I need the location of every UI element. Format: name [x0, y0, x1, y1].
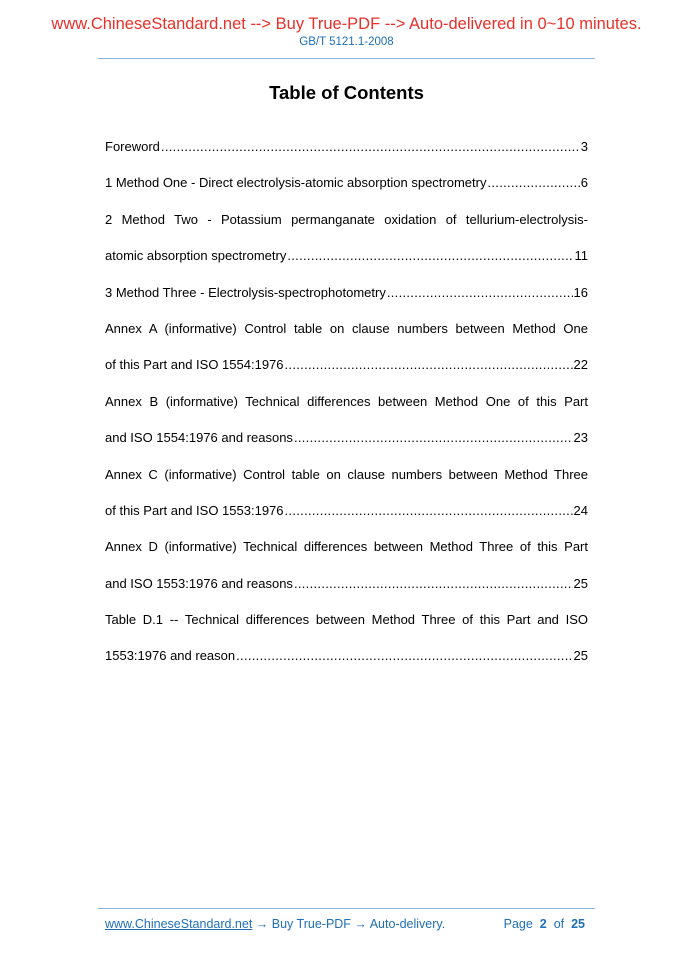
- header-divider: [98, 58, 595, 59]
- toc-entry-annex-d-line2[interactable]: [105, 574, 588, 610]
- toc-leader-dots: [285, 355, 573, 375]
- toc-entry-text: Foreword: [105, 139, 160, 154]
- toc-entry-text: 1553:1976 and reason: [105, 648, 236, 664]
- toc-page-number: 23: [573, 430, 588, 446]
- footer-page-indicator: [504, 916, 585, 932]
- toc-leader-dots: [236, 646, 572, 666]
- toc-leader-dots: [287, 246, 573, 266]
- toc-entry-text: Annex D (informative) Technical differences between Method Three of this Part: [105, 539, 588, 555]
- toc-entry-text: Table D.1 -- Technical differences between Method Three of this Part and ISO: [105, 612, 588, 628]
- page-title: Table of Contents: [269, 82, 424, 103]
- toc-entry-text: 3 Method Three - Electrolysis-spectrophotometry: [105, 284, 386, 300]
- toc-page-number: 16: [573, 284, 588, 300]
- toc-entry-text: 2 Method Two - Potassium permanganate oxidation of tellurium-electrolysis-: [105, 211, 588, 227]
- toc-entry-method-two-line2[interactable]: [105, 246, 588, 282]
- toc-entry-text: and ISO 1554:1976 and reasons: [105, 430, 293, 446]
- toc-page-number: 24: [573, 502, 588, 518]
- toc-leader-dots: [487, 173, 579, 193]
- toc-entry-table-d1-line2[interactable]: [105, 646, 588, 682]
- toc-entry-method-one[interactable]: [105, 173, 588, 209]
- footer-tagline: → Buy True-PDF → Auto-delivery.: [252, 917, 446, 931]
- toc-page-number: 22: [573, 357, 588, 373]
- toc-leader-dots: [161, 137, 580, 157]
- toc-page-number: 3: [580, 139, 588, 154]
- toc-entry-text: Annex A (informative) Control table on clause numbers between Method One: [105, 320, 588, 336]
- toc-entry-annex-a-line2[interactable]: [105, 355, 588, 391]
- toc-entry-text: and ISO 1553:1976 and reasons: [105, 575, 293, 591]
- toc-entry-foreword[interactable]: [105, 137, 588, 173]
- toc-entry-text: atomic absorption spectrometry: [105, 248, 287, 264]
- toc-entry-annex-d-line1[interactable]: [105, 537, 588, 573]
- toc-entry-annex-b-line2[interactable]: [105, 428, 588, 464]
- page-label: Page: [503, 917, 533, 931]
- toc-page-number: 25: [573, 648, 588, 664]
- page-total: 25: [571, 917, 585, 931]
- toc-entry-annex-c-line2[interactable]: [105, 501, 588, 537]
- toc-leader-dots: [294, 428, 573, 448]
- toc-entry-text: Annex C (informative) Control table on clause numbers between Method Three: [105, 466, 588, 482]
- toc-entry-method-two-line1[interactable]: [105, 210, 588, 246]
- toc-leader-dots: [294, 574, 573, 594]
- toc-entry-text: Annex B (informative) Technical differences between Method One of this Part: [105, 393, 588, 409]
- toc-leader-dots: [387, 283, 573, 303]
- toc-entry-text: 1 Method One - Direct electrolysis-atomic absorption spectrometry: [105, 175, 487, 191]
- page-footer: [105, 916, 585, 932]
- table-of-contents: [105, 137, 588, 683]
- toc-entry-table-d1-line1[interactable]: [105, 610, 588, 646]
- header-banner[interactable]: www.ChineseStandard.net --> Buy True-PDF --> Auto-delivered in 0~10 minutes.: [51, 15, 642, 33]
- footer-divider: [98, 908, 595, 909]
- toc-page-number: 11: [574, 248, 588, 264]
- page-of-label: of: [553, 917, 565, 931]
- toc-entry-text: of this Part and ISO 1554:1976: [105, 357, 284, 373]
- toc-entry-annex-b-line1[interactable]: [105, 392, 588, 428]
- page-current: 2: [539, 917, 547, 931]
- toc-page-number: 25: [573, 575, 588, 591]
- toc-entry-annex-c-line1[interactable]: [105, 465, 588, 501]
- footer-promo: [105, 916, 445, 932]
- toc-entry-annex-a-line1[interactable]: [105, 319, 588, 355]
- toc-leader-dots: [285, 501, 573, 521]
- document-id: GB/T 5121.1-2008: [299, 36, 394, 48]
- toc-page-number: 6: [580, 175, 588, 191]
- toc-entry-text: of this Part and ISO 1553:1976: [105, 502, 284, 518]
- footer-website-link[interactable]: www.ChineseStandard.net: [105, 917, 253, 931]
- toc-entry-method-three[interactable]: [105, 283, 588, 319]
